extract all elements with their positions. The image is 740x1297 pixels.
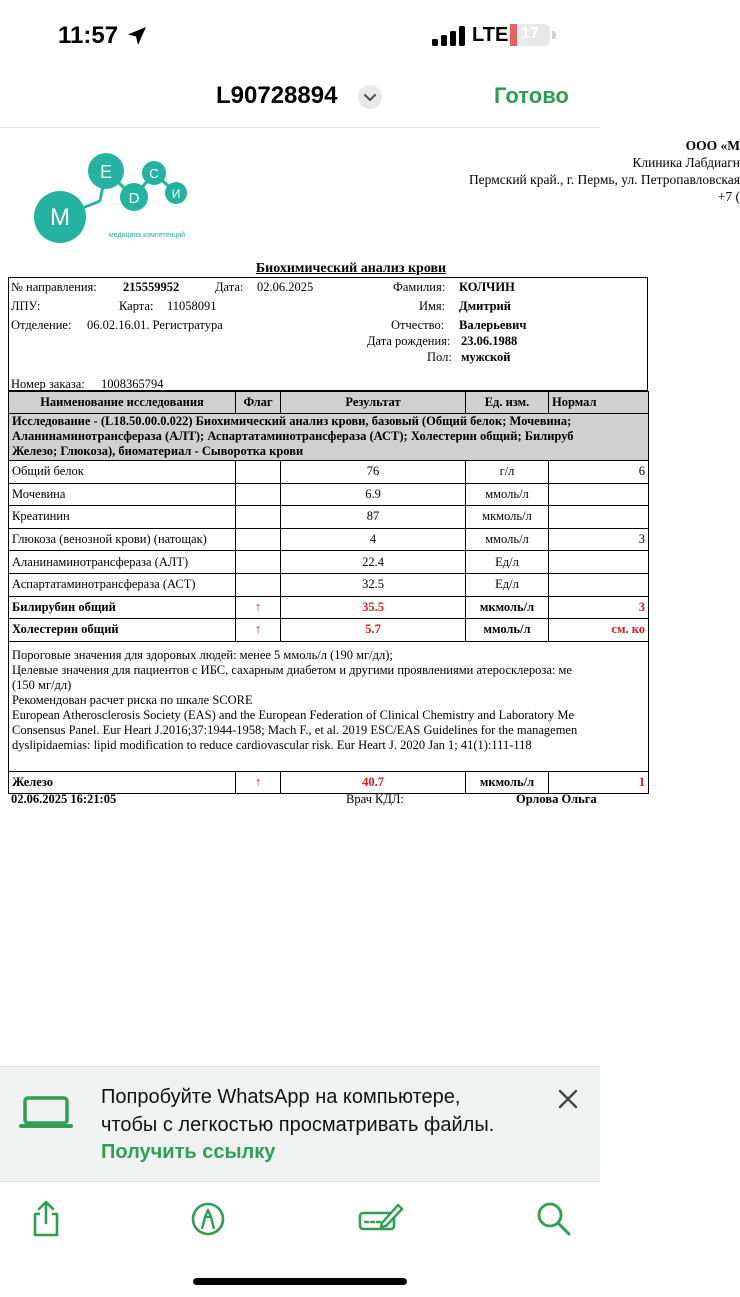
document-title[interactable]: L90728894 [216, 82, 338, 109]
signal-icon [432, 26, 466, 46]
cell-result: 35.5 [281, 596, 466, 619]
cell-flag [236, 551, 281, 574]
cell-unit: г/л [466, 461, 549, 484]
patient-info [8, 277, 648, 391]
done-button[interactable]: Готово [494, 83, 569, 108]
table-row [9, 551, 649, 574]
label-date: Дата: [215, 280, 244, 294]
signature-icon[interactable] [358, 1199, 404, 1239]
table-row [9, 506, 649, 529]
cell-norm: 6 [549, 461, 649, 484]
header-flag: Флаг [236, 392, 281, 414]
header-name: Наименование исследования [9, 392, 236, 414]
whatsapp-desktop-banner [0, 1066, 600, 1182]
value-sex: мужской [461, 350, 511, 364]
cell-result: 6.9 [281, 483, 466, 506]
logo-letter-d: D [128, 190, 140, 207]
pdf-document[interactable] [0, 129, 740, 1064]
cell-result: 22.4 [281, 551, 466, 574]
cell-name: Аспартатаминотрансфераза (АСТ) [9, 573, 236, 596]
network-type: LTE [472, 24, 509, 46]
table-row-abnormal [9, 619, 649, 642]
cell-name: Глюкоза (венозной крови) (натощак) [9, 528, 236, 551]
analysis-title: Биохимический анализ крови [255, 261, 447, 276]
cell-flag-up-arrow: ↑ [236, 596, 281, 619]
share-icon[interactable] [26, 1199, 66, 1239]
label-birth-date: Дата рождения: [367, 334, 451, 348]
status-bar [0, 0, 600, 70]
cell-unit: ммоль/л [466, 528, 549, 551]
cell-name: Аланинаминотрансфераза (АЛТ) [9, 551, 236, 574]
value-department: 06.02.16.01. Регистратура [87, 318, 223, 332]
notes-row [9, 641, 649, 771]
clinic-phone: +7 ( [717, 189, 740, 204]
chevron-down-icon[interactable] [358, 85, 382, 109]
value-surname: КОЛЧИН [459, 280, 515, 294]
cell-norm: 3 [549, 596, 649, 619]
cell-norm: 3 [549, 528, 649, 551]
clinic-header [220, 137, 740, 205]
value-patronymic: Валерьевич [459, 318, 527, 332]
status-time: 11:57 [58, 22, 119, 49]
cell-unit: мкмоль/л [466, 771, 549, 794]
label-sex: Пол: [427, 350, 452, 364]
cell-result: 32.5 [281, 573, 466, 596]
cell-norm: см. ко [549, 619, 649, 642]
table-header-row [9, 392, 649, 414]
search-icon[interactable] [534, 1199, 574, 1239]
bottom-toolbar [0, 1183, 600, 1297]
cell-norm [549, 573, 649, 596]
cell-name: Холестерин общий [9, 619, 236, 642]
label-department: Отделение: [11, 318, 72, 332]
doctor-name: Орлова Ольга [516, 792, 597, 806]
logo-letter-c: С [149, 166, 159, 181]
logo-letter-m: М [50, 204, 70, 231]
label-lpu: ЛПУ: [11, 299, 41, 313]
value-card: 11058091 [167, 299, 217, 313]
cell-norm [549, 483, 649, 506]
table-row [9, 573, 649, 596]
cell-unit: Ед/л [466, 573, 549, 596]
cell-flag [236, 506, 281, 529]
label-referral: № направления: [11, 280, 97, 294]
cell-result: 5.7 [281, 619, 466, 642]
label-card: Карта: [119, 299, 154, 313]
cell-flag [236, 461, 281, 484]
table-row [9, 528, 649, 551]
get-link-button[interactable]: Получить ссылку [101, 1141, 276, 1163]
header-result: Результат [281, 392, 466, 414]
section-row [9, 414, 649, 461]
home-indicator[interactable] [193, 1278, 407, 1285]
cell-flag [236, 573, 281, 596]
value-referral: 215559952 [123, 280, 180, 294]
cell-result: 4 [281, 528, 466, 551]
cell-unit: мкмоль/л [466, 596, 549, 619]
cell-flag-up-arrow: ↑ [236, 619, 281, 642]
markup-icon[interactable] [188, 1199, 228, 1239]
clinic-name: Клиника Лабдиагн [632, 155, 740, 170]
section-description: Исследование - (L18.50.00.0.022) Биохимический анализ крови, базовый (Общий белок; Мочевина; Аланинаминотрансфераза (АЛТ); Аспартатаминотрансфераза (АСТ); Холестерин общий; Билируб Железо; Глюкоза), биоматериал - Сыворотка крови [9, 414, 649, 461]
logo-tagline: медицина компетенций [108, 232, 186, 239]
cell-name: Билирубин общий [9, 596, 236, 619]
cell-flag [236, 483, 281, 506]
table-row-abnormal [9, 771, 649, 794]
doctor-label: Врач КДЛ: [346, 792, 404, 806]
header-norm: Нормал [549, 392, 649, 414]
value-name: Дмитрий [459, 299, 511, 313]
results-table [8, 391, 649, 794]
table-row [9, 483, 649, 506]
location-arrow-icon [126, 25, 148, 47]
cell-flag-up-arrow: ↑ [236, 771, 281, 794]
table-row [9, 461, 649, 484]
label-order: Номер заказа: [11, 377, 85, 391]
cell-norm: 1 [549, 771, 649, 794]
label-patronymic: Отчество: [391, 318, 445, 332]
close-icon[interactable] [556, 1087, 580, 1111]
cell-unit: ммоль/л [466, 483, 549, 506]
label-name: Имя: [419, 299, 446, 313]
battery-level: 17 [521, 25, 539, 42]
cell-result: 76 [281, 461, 466, 484]
cell-unit: мкмоль/л [466, 506, 549, 529]
cell-name: Креатинин [9, 506, 236, 529]
report-datetime: 02.06.2025 16:21:05 [11, 792, 117, 806]
value-date: 02.06.2025 [257, 280, 314, 294]
value-birth-date: 23.06.1988 [461, 334, 518, 348]
label-surname: Фамилия: [393, 280, 446, 294]
cell-flag [236, 528, 281, 551]
clinic-address: Пермский край., г. Пермь, ул. Петропавловская [468, 172, 740, 187]
cell-name: Мочевина [9, 483, 236, 506]
cell-name: Железо [9, 771, 236, 794]
cell-unit: Ед/л [466, 551, 549, 574]
cell-norm [549, 551, 649, 574]
clinic-logo [30, 139, 200, 249]
value-order: 1008365794 [101, 377, 164, 391]
cell-result: 40.7 [281, 771, 466, 794]
cell-unit: ммоль/л [466, 619, 549, 642]
banner-message: Попробуйте WhatsApp на компьютере, чтобы с легкостью просматривать файлы. [101, 1086, 495, 1136]
battery-icon [510, 24, 556, 46]
header-unit: Ед. изм. [466, 392, 549, 414]
logo-letter-i: И [171, 187, 181, 201]
nav-bar [0, 70, 600, 128]
laptop-icon [18, 1095, 74, 1131]
clinic-org: ООО «М [685, 138, 740, 153]
logo-letter-e: Е [99, 162, 113, 182]
cell-result: 87 [281, 506, 466, 529]
cell-name: Общий белок [9, 461, 236, 484]
cell-norm [549, 506, 649, 529]
cholesterol-notes: Пороговые значения для здоровых людей: менее 5 ммоль/л (190 мг/дл); Целевые значения для пациентов с ИБС, сахарным диабетом и другими проявлениями атеросклероза: ме (150 мг/дл) Рекомендован расчет риска по шкале SCORE European Atherosclerosis Society (EAS) and the European Federation of Clinical Chemistry and Laboratory Me Consensus Panel. Eur Heart J.2016;37:1944-1958; Mach F., et al. 2019 ESC/EAS Guidelines for the managemen dyslipidaemias: lipid modification to reduce cardiovascular risk. Eur Heart J. 2020 Jan 1; 41(1):111-118 [9, 641, 649, 771]
table-row-abnormal [9, 596, 649, 619]
